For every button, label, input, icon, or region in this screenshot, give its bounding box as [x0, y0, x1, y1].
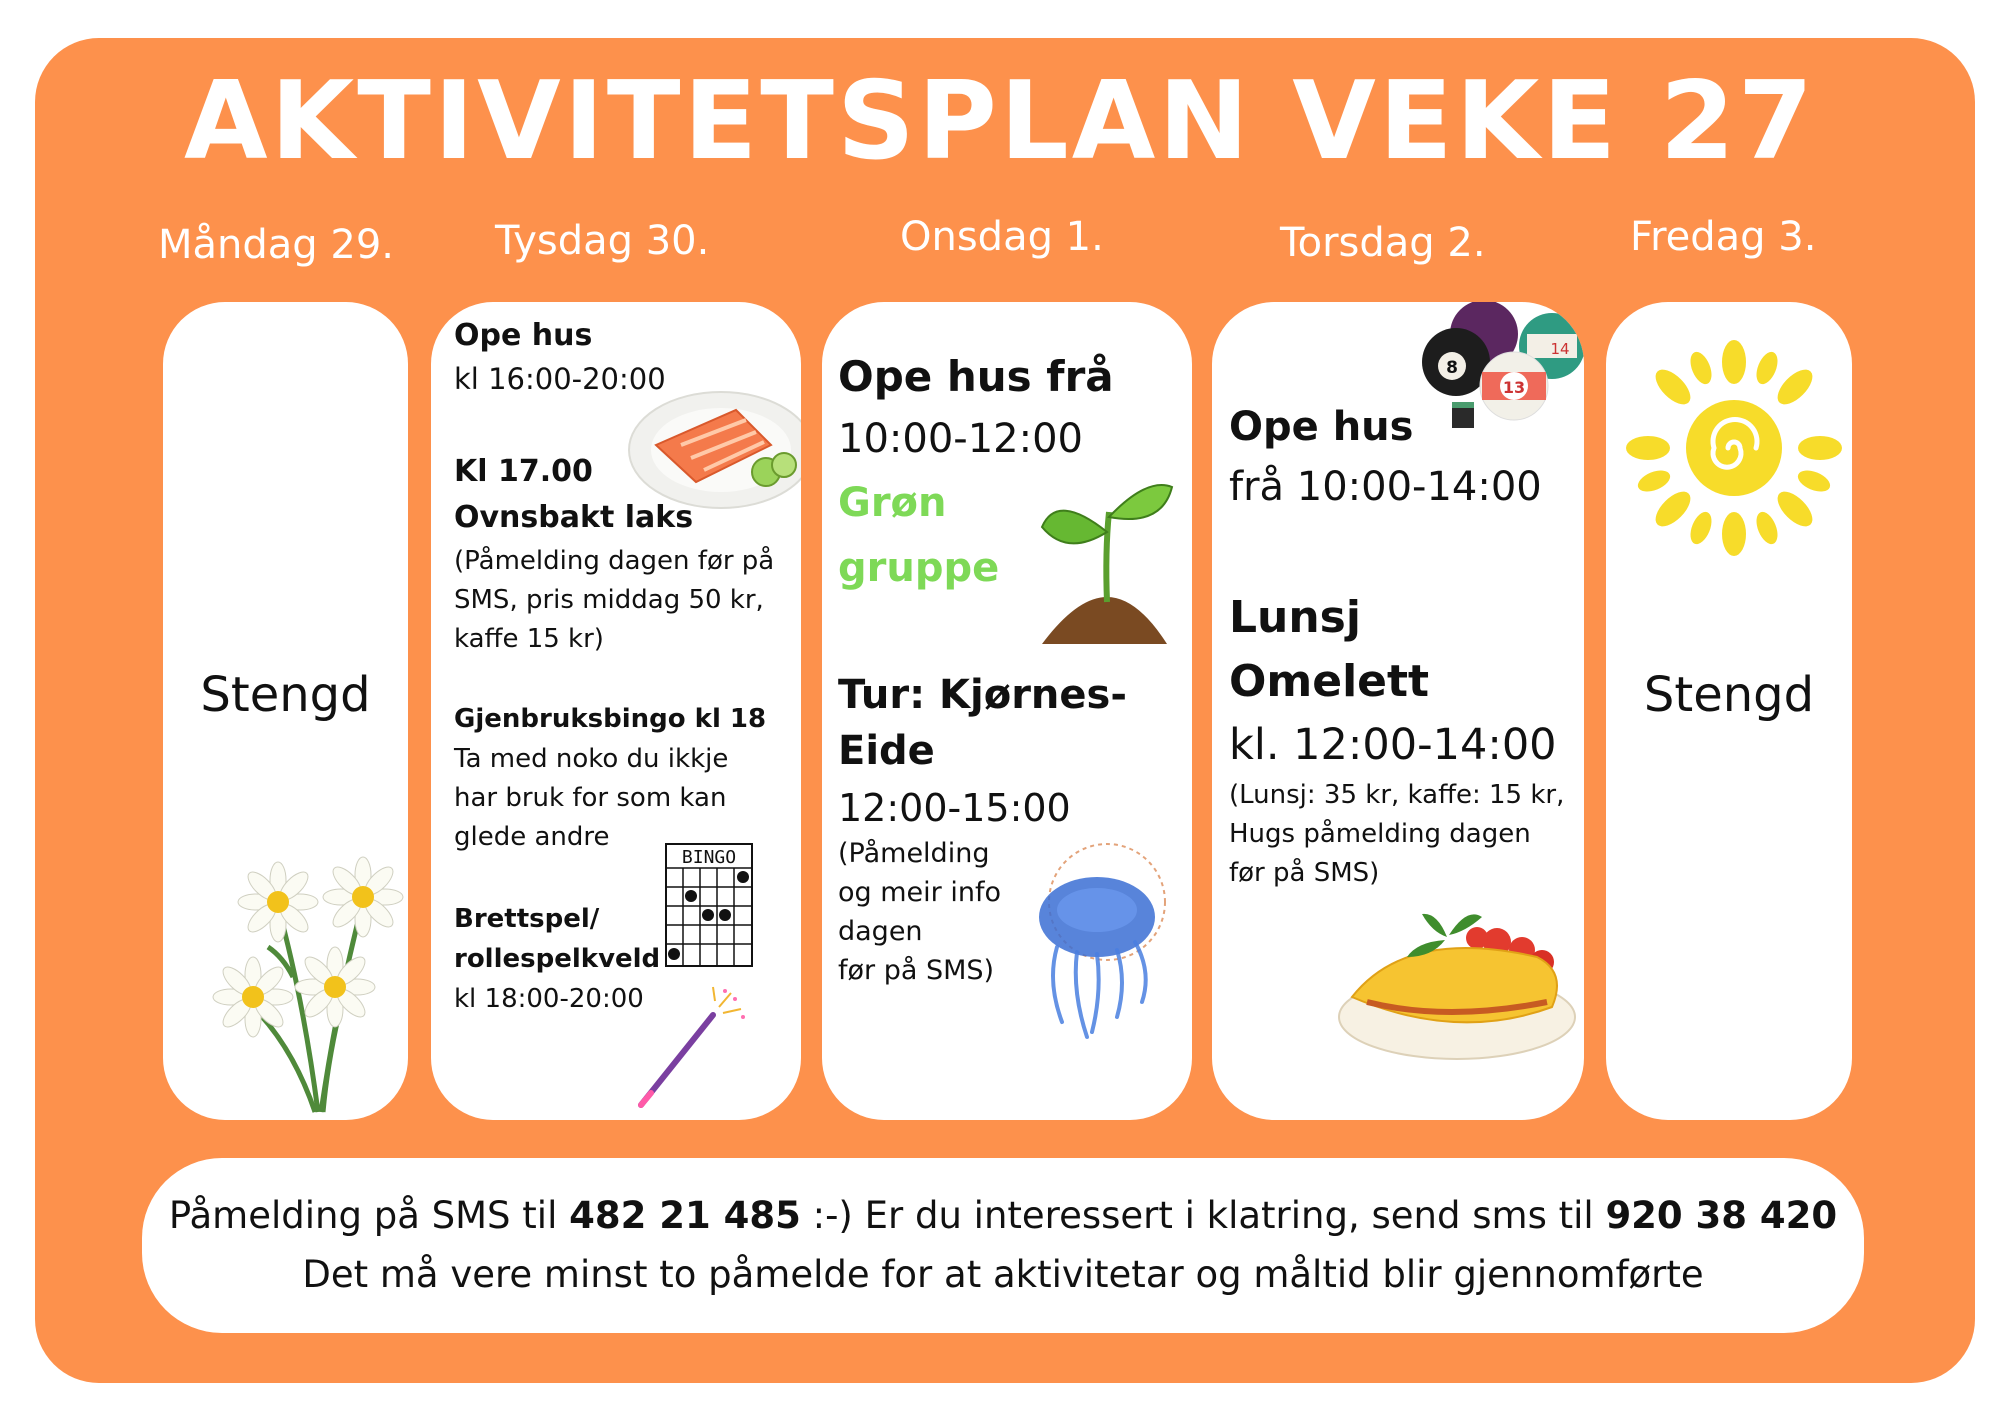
card-thursday: [1212, 302, 1584, 1120]
footer-box: [142, 1158, 1864, 1333]
tue-dinner-time: Kl 17.00: [454, 454, 593, 489]
wed-trip-time: 12:00-15:00: [838, 786, 1071, 830]
tue-boardgame-heading-2: rollespelkveld: [454, 944, 661, 974]
billiard-balls-icon: [1422, 304, 1584, 429]
jellyfish-icon: [1017, 832, 1177, 1047]
sun-icon: [1626, 340, 1852, 570]
thu-lunch-note-3: før på SMS): [1229, 858, 1380, 888]
footer-text-1a: Påmelding på SMS til: [168, 1194, 570, 1237]
thu-lunch-time: kl. 12:00-14:00: [1229, 720, 1557, 770]
tue-dinner-note-3: kaffe 15 kr): [454, 624, 604, 654]
tue-bingo-note-1: Ta med noko du ikkje: [454, 744, 729, 774]
status-closed-friday: Stengd: [1643, 667, 1815, 723]
thu-lunch-note-2: Hugs påmelding dagen: [1229, 819, 1531, 849]
footer-phone-1: 482 21 485: [569, 1194, 801, 1237]
tue-open-house-time: kl 16:00-20:00: [454, 362, 666, 396]
wed-trip-heading-1: Tur: Kjørnes-: [838, 672, 1127, 718]
day-header-thursday: Torsdag 2.: [1280, 220, 1486, 266]
card-monday: [163, 302, 408, 1120]
salmon-plate-icon: [626, 390, 801, 510]
wed-green-group-2: gruppe: [838, 545, 1000, 591]
day-header-wednesday: Onsdag 1.: [900, 214, 1104, 260]
magic-wand-icon: [631, 987, 751, 1112]
thu-lunch-note-1: (Lunsj: 35 kr, kaffe: 15 kr,: [1229, 780, 1565, 810]
card-tuesday: [431, 302, 801, 1120]
footer-line-1: [142, 1194, 1864, 1237]
thu-open-house-time: frå 10:00-14:00: [1229, 464, 1542, 510]
tue-boardgame-time: kl 18:00-20:00: [454, 984, 644, 1014]
ball-number-8: 8: [1446, 358, 1458, 378]
day-header-friday: Fredag 3.: [1630, 214, 1817, 260]
daisy-flowers-icon: [223, 847, 403, 1117]
bingo-label: BINGO: [681, 847, 737, 868]
footer-text-1b: :-) Er du interessert i klatring, send sms til: [800, 1194, 1606, 1237]
footer-phone-2: 920 38 420: [1605, 1194, 1838, 1237]
ball-number-13: 13: [1502, 378, 1526, 397]
wed-trip-note-1: (Påmelding: [838, 838, 990, 869]
poster-title: AKTIVITETSPLAN VEKE 27: [183, 59, 1817, 184]
wed-green-group-1: Grøn: [838, 480, 947, 526]
tue-dinner-note-1: (Påmelding dagen før på: [454, 546, 775, 576]
footer-line-2: Det må vere minst to påmelde for at aktivitetar og måltid blir gjennomførte: [302, 1253, 1704, 1296]
tue-open-house-heading: Ope hus: [454, 318, 593, 353]
wed-trip-heading-2: Eide: [838, 728, 935, 774]
tue-boardgame-heading-1: Brettspel/: [454, 904, 600, 934]
omelette-icon: [1337, 902, 1582, 1062]
wed-trip-note-4: før på SMS): [838, 955, 995, 986]
thu-lunch-heading: Lunsj: [1229, 592, 1361, 643]
seedling-icon: [1037, 472, 1177, 647]
card-friday: [1606, 302, 1852, 1120]
thu-lunch-dish: Omelett: [1229, 656, 1430, 707]
day-header-tuesday: Tysdag 30.: [495, 218, 710, 264]
thu-open-house-heading: Ope hus: [1229, 404, 1414, 450]
wed-trip-note-2: og meir info: [838, 877, 1001, 908]
ball-number-14: 14: [1550, 340, 1570, 358]
status-closed-monday: Stengd: [200, 667, 371, 723]
tue-dinner-note-2: SMS, pris middag 50 kr,: [454, 585, 764, 615]
wed-trip-note-3: dagen: [838, 916, 923, 947]
bingo-card-icon: [664, 842, 754, 968]
day-header-monday: Måndag 29.: [158, 222, 394, 268]
tue-bingo-heading: Gjenbruksbingo kl 18: [454, 704, 767, 734]
tue-dinner-heading: Ovnsbakt laks: [454, 500, 694, 535]
card-wednesday: [822, 302, 1192, 1120]
tue-bingo-note-2: har bruk for som kan: [454, 783, 727, 813]
tue-bingo-note-3: glede andre: [454, 822, 610, 852]
wed-open-house-time: 10:00-12:00: [838, 416, 1083, 462]
wed-open-house-heading: Ope hus frå: [838, 352, 1114, 401]
